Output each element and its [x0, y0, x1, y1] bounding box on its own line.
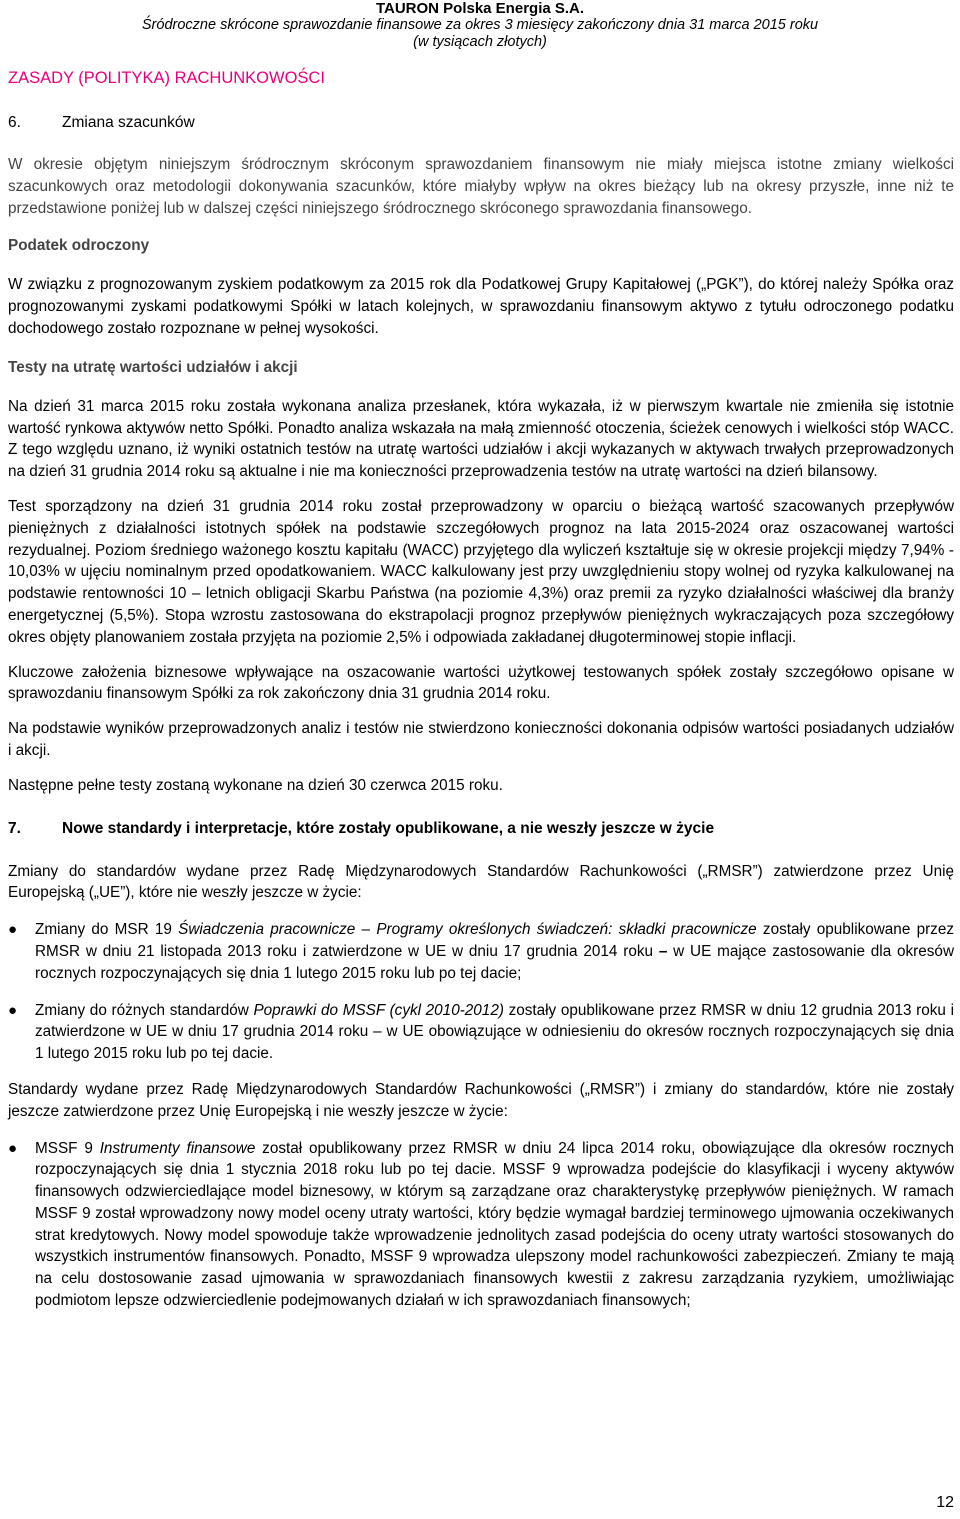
- document-body: [8, 112, 954, 1312]
- impairment-paragraph-1: Na dzień 31 marca 2015 roku została wykonana analiza przesłanek, która wykazała, iż w pierwszym kwartale nie zmieniła się istotnie wartość rynkowa aktywów netto Spółki. Ponadto analiza wskazała na małą zmienność otoczenia, ścieżek cenowych i wielkości stóp WACC. Z tego względu uznano, iż wyniki ostatnich testów na utratę wartości udziałów i akcji wykazanych w aktywach trwałych przeprowadzonych na dzień 31 grudnia 2014 roku są aktualne i nie ma konieczności przeprowadzenia testów na utratę wartości na dzień bilansowy.: [8, 397, 954, 481]
- page-header: [0, 0, 960, 51]
- text-run-italic: Świadczenia pracownicze: [178, 921, 356, 939]
- text-run: zostały opublikowane przez RMSR w dniu 21 listopada 2013 roku i zatwierdzone w UE w dniu 17 grudnia 2014 roku: [35, 921, 954, 960]
- impairment-paragraph-2: Test sporządzony na dzień 31 grudnia 2014 roku został przeprowadzony w oparciu o bieżącą wartość szacowanych przepływów pieniężnych z działalności istotnych spółek na podstawie szczegółowych prognoz na lata 2015-2024 oraz oszacowanej wartości rezydualnej. Poziom średniego ważonego kosztu kapitału (WACC) przyjętego dla wyliczeń kształtuje się w okresie projekcji między 7,94% - 10,03% w ujęciu nominalnym przed opodatkowaniem. WACC kalkulowany jest przy uwzględnieniu stopy wolnej od ryzyka kalkulowanej na podstawie rentowności 10 – letnich obligacji Skarbu Państwa (na poziomie 4,3%) oraz premii za ryzyko działalności właściwej dla branży energetycznej (5,5%). Stopa wzrostu zastosowana do ekstrapolacji prognoz przepływów pieniężnych wykraczających poza szczegółowy okres objęty planowaniem została przyjęta na poziomie 2,5% i odpowiada zakładanej długoterminowej stopie inflacji.: [8, 497, 954, 646]
- section-6-heading: [8, 112, 954, 134]
- company-name: TAURON Polska Energia S.A.: [375, 0, 585, 17]
- deferred-tax-heading: Podatek odroczony: [8, 237, 150, 255]
- text-run: Zmiany do różnych standardów: [35, 1001, 254, 1019]
- text-run: zostały opublikowane przez RMSR w dniu 12 grudnia 2013 roku i zatwierdzone w UE w dniu 17 grudnia 2014 roku – w UE obowiązujące w odniesieniu do okresów rocznych rozpoczynających się dnia 1 lutego 2015 roku lub po tej dacie.: [35, 1001, 954, 1063]
- text-run: Zmiany do MSR 19: [35, 921, 179, 939]
- impairment-paragraph-4: Na podstawie wyników przeprowadzonych analiz i testów nie stwierdzono konieczności dokonania odpisów wartości posiadanych udziałów i akcji.: [8, 720, 954, 759]
- list-item-text: [35, 1138, 954, 1312]
- list-item-text: [35, 919, 954, 984]
- section-6-intro: W okresie objętym niniejszym śródrocznym skróconym sprawozdaniem finansowym nie miały miejsca istotne zmiany wielkości szacunkowych oraz metodologii dokonywania szacunków, które miałyby wpływ na okres bieżący lub na okresy przyszłe, inne niż te przedstawione poniżej lub w dalszej części niniejszego śródrocznego skróconego sprawozdania finansowego.: [8, 156, 954, 217]
- list-item-text: [35, 1000, 954, 1065]
- not-endorsed-standards-list: [8, 1138, 954, 1312]
- section-7-number: 7.: [8, 819, 21, 837]
- list-item: [8, 1000, 954, 1065]
- text-run-italic: Programy określonych świadczeń: składki pracownicze: [376, 921, 757, 939]
- text-run-bold: –: [658, 942, 668, 960]
- bullet-icon: ●: [8, 1001, 18, 1019]
- page-number: 12: [936, 1494, 954, 1511]
- text-run-italic: Instrumenty finansowe: [99, 1139, 256, 1157]
- section-7-heading: [8, 818, 954, 840]
- section-7-title: Nowe standardy i interpretacje, które zostały opublikowane, a nie weszły jeszcze w życie: [62, 819, 715, 837]
- text-run: –: [355, 921, 377, 939]
- section-title: ZASADY (POLITYKA) RACHUNKOWOŚCI: [8, 69, 325, 87]
- section-7-intro-1: Zmiany do standardów wydane przez Radę Międzynarodowych Standardów Rachunkowości („RMSR”) zatwierdzone przez Unię Europejską („UE”), które nie weszły jeszcze w życie:: [8, 862, 954, 902]
- endorsed-changes-list: [8, 919, 954, 1065]
- text-run-italic: Poprawki do MSSF (cykl 2010-2012): [253, 1001, 504, 1019]
- section-6-number: 6.: [8, 114, 21, 131]
- impairment-paragraph-3: Kluczowe założenia biznesowe wpływające na oszacowanie wartości użytkowej testowanych spółek zostały szczegółowo opisane w sprawozdaniu finansowym Spółki za rok zakończony dnia 31 grudnia 2014 roku.: [8, 663, 954, 703]
- deferred-tax-text: W związku z prognozowanym zyskiem podatkowym za 2015 rok dla Podatkowej Grupy Kapitałowej („PGK”), do której należy Spółka oraz prognozowanymi zyskami podatkowymi Spółki w latach kolejnych, w sprawozdaniu finansowym aktywo z tytułu odroczonego podatku dochodowego zostało rozpoznane w pełnej wysokości.: [8, 276, 954, 337]
- text-run: MSSF 9: [35, 1139, 100, 1157]
- bullet-icon: ●: [8, 1139, 18, 1157]
- section-6-title: Zmiana szacunków: [62, 114, 195, 131]
- report-units: (w tysiącach złotych): [413, 34, 547, 50]
- bullet-icon: ●: [8, 921, 18, 939]
- text-run: w UE mające zastosowanie dla okresów rocznych rozpoczynających się dnia 1 lutego 2015 roku lub po tej dacie;: [35, 942, 954, 982]
- impairment-heading: Testy na utratę wartości udziałów i akcji: [8, 358, 298, 376]
- section-7-intro-2: Standardy wydane przez Radę Międzynarodowych Standardów Rachunkowości („RMSR”) i zmiany do standardów, które nie zostały jeszcze zatwierdzone przez Unię Europejską i nie weszły jeszcze w życie:: [8, 1080, 954, 1120]
- list-item: [8, 1138, 954, 1312]
- text-run: został opublikowany przez RMSR w dniu 24 lipca 2014 roku, obowiązujące dla okresów rocznych rozpoczynających się dnia 1 stycznia 2018 roku lub po tej dacie. MSSF 9 wprowadza podejście do klasyfikacji i wyceny aktywów finansowych odzwierciedlające model biznesowy, w którym są zarządzane oraz charakterystykę przepływów pieniężnych. W ramach MSSF 9 został wprowadzony nowy model oceny utraty wartości, który będzie wymagał bardziej terminowego ujmowania oczekiwanych strat kredytowych. Nowy model spowoduje także wprowadzenie jednolitych zasad podejścia do oceny utraty wartości stosowanych do wszystkich instrumentów finansowych. Ponadto, MSSF 9 wprowadza ulepszony model rachunkowości zabezpieczeń. Zmiany te mają na celu dostosowanie zasad ujmowania w sprawozdaniach finansowych kwestii z zakresu zarządzania ryzykiem, umożliwiając podmiotom lepsze odzwierciedlenie podejmowanych działań w ich sprawozdaniach finansowych;: [35, 1139, 954, 1310]
- impairment-paragraph-5: Następne pełne testy zostaną wykonane na dzień 30 czerwca 2015 roku.: [8, 776, 503, 794]
- report-subtitle: Śródroczne skrócone sprawozdanie finansowe za okres 3 miesięcy zakończony dnia 31 marca 2015 roku: [141, 17, 819, 33]
- list-item: [8, 919, 954, 984]
